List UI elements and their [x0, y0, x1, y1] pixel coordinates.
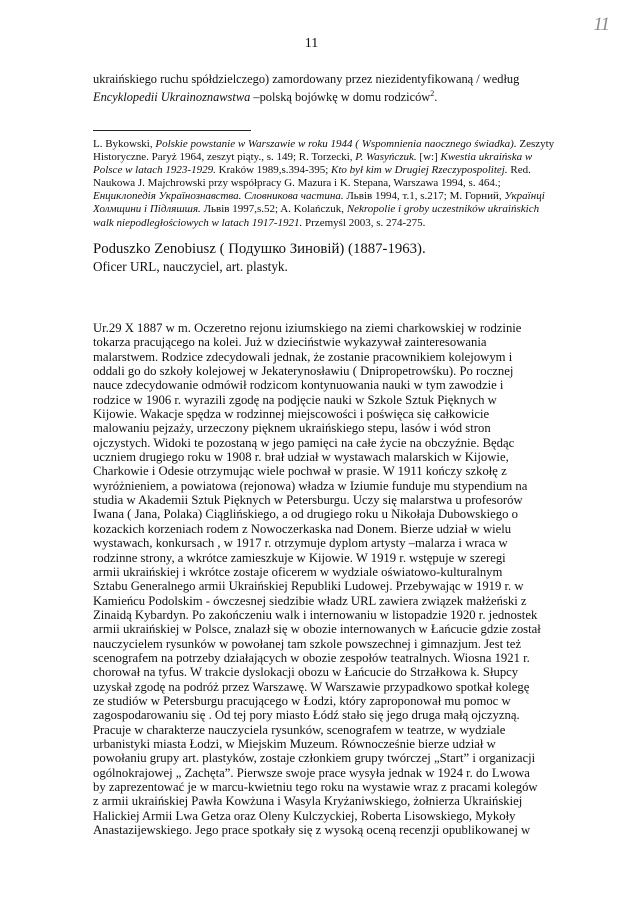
footnote-run: L. Bykowski,	[93, 138, 156, 150]
footnote-run: Kto był kim w Drugiej Rzeczypospolitej.	[331, 164, 508, 177]
footnote-line	[93, 203, 563, 216]
intro-line-2	[93, 87, 555, 105]
body-line: urbanistyki miasta Łodzi, w Miejskim Muzeum. Równocześnie bierze udział w	[93, 736, 496, 751]
body-line: Iwana ( Jana, Polaka) Ciąglińskiego, a od drugiego roku u Nikołaja Dubowskiego o	[93, 507, 518, 522]
body-line: nauce zdecydowanie odmówił rodzicom kontynuowania nauki w tym zawodzie i	[93, 378, 504, 393]
body-line: Kijowie. Wakacje spędza w rodzinnej miejscowości i poświęca się całkowicie	[93, 407, 490, 422]
footnote-separator	[93, 130, 251, 131]
body-line: uzyskał zgodę na podróż przez Warszawę. W Warszawie przypadkowo spotkał kolegę	[93, 679, 530, 694]
body-line: Halickiej Armii Lwa Getza oraz Oleny Kulczyckiej, Roberta Lisowskiego, Mykoły	[93, 808, 516, 823]
body-line: rodzinne strony, a wkrótce zamieszkuje w Kijowie. W 1919 r. wstępuje w szeregi	[93, 550, 506, 565]
footnote-line	[93, 151, 563, 164]
body-line: powołaniu grupy art. plastyków, zostaje członkiem grupy twórczej „Start” i organizacji	[93, 751, 536, 766]
body-line: Sztabu Generalnego armii Ukraińskiej Republiki Ludowej. Przebywając w 1919 r. w	[93, 579, 524, 594]
body-line: kozackich korzeniach rodem z Nowoczerkaska nad Donem. Bierze udział w wielu	[93, 521, 512, 536]
body-line: uczniem drugiego roku w 1908 r. brał udział w wystawach malarskich w Kijowie,	[93, 450, 509, 465]
body-line: ze studiów w Petersburgu pracującego w Łodzi, który zaproponował mu pomoc w	[93, 693, 511, 708]
footnote-line	[93, 164, 563, 177]
body-line: malarstwem. Rodzice zdecydowali jednak, że zostanie pracownikiem kolejowym i	[93, 349, 513, 364]
footnote-run: Przemyśl 2003, s. 274-275.	[302, 216, 426, 229]
body-line: wyróżnieniem, a powiatowa (rejonowa) władza w Iziumie funduje mu stypendium na	[93, 478, 528, 493]
body-line: rodzice w 1906 r. wyrazili zgodę na podjęcie nauki w Szkole Sztuk Pięknych w	[93, 392, 497, 407]
body-line: wystawach, konkursach , w 1917 r. otrzymuje dyplom artysty –malarza i wraca w	[93, 536, 508, 551]
body-line: armii ukraińskiej w Polsce, znalazł się w obozie internowanych w Łańcucie gdzie został	[93, 622, 541, 637]
body-line: tokarza pracującego na kolei. Już w dzieciństwie wykazywał zainteresowania	[93, 335, 487, 350]
handwritten-page-mark: 11	[593, 14, 609, 35]
body-line: armii ukraińskiej i wkrótce zostaje oficerem w wydziale oświatowo-kulturalnym	[93, 564, 503, 579]
footnote-run: Kwestia ukraińska w	[440, 151, 533, 164]
body-line: ogólnokrajowej „ Zachęta”. Pierwsze swoje prace wysyła jednak w 1924 r. do Lwowa	[93, 765, 530, 780]
body-line: chorował na tyfus. W trakcie dyslokacji obozu w Łańcucie do Strzałkowa k. Słupcy	[93, 665, 519, 680]
body-line: Kamieńcu Podolskim - ówczesnej siedzibie władz URL zawiera związek małżeński z	[93, 593, 527, 608]
footnote-run: Naukowa J. Majchrowski przy współpracy G. Mazura i K. Stepana, Warszawa 1994, s. 464.;	[93, 177, 501, 190]
intro-line-1: ukraińskiego ruchu spółdzielczego) zamordowany przez niezidentyfikowaną / według	[93, 72, 520, 86]
entry-subtitle: Oficer URL, nauczyciel, art. plastyk.	[93, 259, 288, 274]
body-line: z armii ukraińskiej Pawła Kowżuna i Wasyla Kryżaniwskiego, żołnierza Ukraińskiej	[93, 794, 523, 809]
page-number: 11	[304, 36, 319, 51]
footnote-run: P. Wasyńczuk.	[355, 151, 417, 164]
footnote-line	[93, 138, 563, 151]
body-line: oddali go do szkoły kolejowej w Jekaterynosławiu ( Dnipropetrowśku). Po rocznej	[93, 364, 514, 379]
entry-title: Poduszko Zenobiusz ( Подушко Зиновій) (1887-1963).	[93, 241, 426, 257]
footnote-run: Львів 1997,s.52; A. Kolańczuk,	[200, 203, 347, 216]
footnote-run: [w:]	[416, 151, 441, 164]
footnote-line	[93, 177, 563, 190]
footnote-run: Historyczne. Paryż 1964, zeszyt piąty., s. 149; R. Torzecki,	[93, 151, 356, 164]
body-line: studia w Akademii Sztuk Pięknych w Petersburgu. Uczy się malarstwa u profesorów	[93, 493, 523, 508]
body-line: ojczystych. Widoki te pozostaną w jego pamięci na całe życie na obczyźnie. Będąc	[93, 435, 515, 450]
footnote-run: Енциклопедія Українознавства. Словникова частина.	[93, 190, 344, 203]
footnote-run: Zeszyty	[516, 138, 555, 150]
intro-line-2-text: –polską bojówkę w domu rodziców	[250, 89, 431, 104]
footnote-line	[93, 217, 563, 230]
footnote-run: Холмщини і Підляшшя.	[93, 203, 201, 216]
footnote-run: Red.	[507, 164, 531, 177]
footnote-run: Polsce w latach 1923-1929.	[93, 164, 216, 177]
body-line: Ur.29 X 1887 w m. Oczeretno rejonu iziumskiego na ziemi charkowskiej w rodzinie	[93, 321, 522, 335]
footnote	[93, 138, 563, 230]
body-line: malowaniu pejzaży, urzeczony pięknem ukraińskiego stepu, lasów i wód stron	[93, 421, 491, 436]
intro-line-2-end: .	[434, 89, 438, 104]
body-line: scenografem na potrzeby działających w obozie zespołów teatralnych. Wiosna 1921 r.	[93, 650, 530, 665]
body-line: zagospodarowaniu się . Od tej pory miasto Łódź stało się jego druga małą ojczyzną.	[93, 708, 520, 723]
intro-paragraph	[93, 72, 555, 104]
footnote-run: Nekropolie i groby uczestników ukraińskich	[346, 203, 540, 216]
footnote-run: Polskie powstanie w Warszawie w roku 1944 ( Wspomnienia naocznego świadka).	[155, 138, 517, 150]
footnote-run: Українці	[504, 190, 545, 203]
body-line: Anastazijewskiego. Jego prace spotkały się z wysoką oceną recenzji opublikowanej w	[93, 823, 531, 838]
footnote-line	[93, 190, 563, 203]
body-line: Pracuje w charakterze nauczyciela rysunków, scenografem w teatrze, w wydziale	[93, 722, 506, 737]
encyclopedia-title: Encyklopedii Ukrainoznawstwa	[93, 89, 251, 104]
body-line: Charkowie i Odesie otrzymując wiele pochwał w prasie. W 1911 kończy szkołę z	[93, 464, 507, 479]
body-line: by zaprezentować je w marcu-kwietniu tego roku na wystawie wraz z pracami kolegów	[93, 780, 538, 794]
footnote-run: Kraków 1989,s.394-395;	[215, 164, 332, 177]
footnote-run: Львів 1994, т.1, s.217; M. Горний,	[343, 190, 505, 203]
body-line: Zinaidą Kybardyn. Po zakończeniu walk i internowaniu w listopadzie 1920 r. jednostek	[93, 607, 538, 622]
body-text	[93, 321, 563, 837]
body-line: nauczycielem rysunków w powołanej tam szkole powszechnej i gimnazjum. Jest też	[93, 636, 522, 651]
footnote-run: walk niepodległościowych w latach 1917-1921.	[93, 216, 303, 229]
footnote-ref: 2	[430, 88, 435, 98]
